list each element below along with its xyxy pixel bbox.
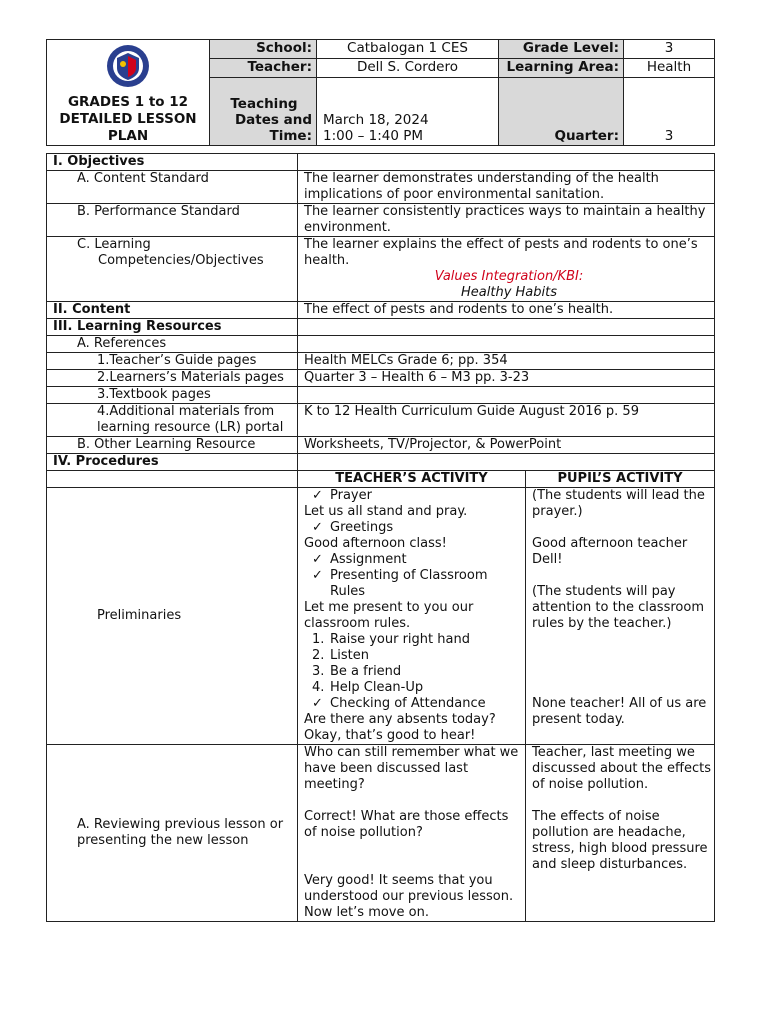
- kbi-label: Values Integration/KBI:: [434, 269, 584, 284]
- performance-standard-label: B. Performance Standard: [47, 204, 298, 237]
- objectives-heading: I. Objectives: [47, 154, 298, 171]
- grade-value: 3: [624, 40, 715, 59]
- resources-heading: III. Learning Resources: [47, 319, 298, 336]
- date-value: March 18, 2024: [323, 112, 429, 128]
- check-item-prayer: ✓ Prayer: [312, 488, 372, 503]
- performance-standard-value: The learner consistently practices ways to maintain a healthy environment.: [298, 204, 715, 237]
- reviewing-pupil: Teacher, last meeting we discussed about the effects of noise pollution. The effects of noise pollution are headache, stress, high blood pressure and sleep disturbances.: [526, 745, 715, 922]
- header-table: [46, 39, 715, 146]
- quarter-label: Quarter:: [499, 77, 624, 145]
- content-row: [47, 302, 715, 319]
- area-value: Health: [624, 58, 715, 77]
- additional-materials-row: [47, 404, 715, 437]
- lesson-plan-table: [46, 153, 715, 922]
- check-icon: ✓: [312, 696, 323, 711]
- textbook-label: 3.Textbook pages: [47, 387, 298, 404]
- teachers-guide-row: [47, 353, 715, 370]
- content-standard-label: A. Content Standard: [47, 171, 298, 204]
- learners-materials-value: Quarter 3 – Health 6 – M3 pp. 3-23: [298, 370, 715, 387]
- check-item-attendance: ✓ Checking of Attendance: [312, 696, 486, 711]
- resources-heading-row: [47, 319, 715, 336]
- preliminaries-teacher: ✓ Prayer Let us all stand and pray. ✓ Greetings Good afternoon class! ✓ Assignment ✓ Presenting of Classroom Rules Let me present to you our classroom rules. 1. Raise your right hand 2. Listen 3. Be a friend 4. Help Clean-Up ✓ Checking of Attendance Are there any absents today? Okay, that’s good to hear!: [298, 488, 526, 745]
- plan-title-line1: GRADES 1 to 12: [67, 94, 189, 110]
- teachers-guide-value: Health MELCs Grade 6; pp. 354: [298, 353, 715, 370]
- other-resource-label: B. Other Learning Resource: [47, 437, 298, 454]
- content-value: The effect of pests and rodents to one’s health.: [298, 302, 715, 319]
- dates-label: Teaching Dates and Time:: [210, 77, 317, 145]
- classroom-rules-list: [304, 632, 525, 696]
- reviewing-teacher: Who can still remember what we have been discussed last meeting? Correct! What are those effects of noise pollution? Very good! It seems that you understood our previous lesson. Now let’s move on.: [298, 745, 526, 922]
- pupil-activity-header: PUPIL’S ACTIVITY: [526, 471, 715, 488]
- content-standard-row: [47, 171, 715, 204]
- procedures-heading-row: [47, 454, 715, 471]
- check-icon: ✓: [312, 520, 323, 535]
- content-standard-value: The learner demonstrates understanding of the health implications of poor environmental sanitation.: [298, 171, 715, 204]
- grade-label: Grade Level:: [499, 40, 624, 59]
- reviewing-label: A. Reviewing previous lesson or presenting the new lesson: [47, 745, 298, 922]
- deped-seal-icon: [106, 44, 150, 88]
- competencies-label: C. Learning Competencies/Objectives: [47, 237, 298, 302]
- reviewing-row: [47, 745, 715, 922]
- objectives-heading-row: [47, 154, 715, 171]
- area-label: Learning Area:: [499, 58, 624, 77]
- check-item-greetings: ✓ Greetings: [312, 520, 394, 535]
- activity-header-row: [47, 471, 715, 488]
- rule-item: 2. Listen: [312, 648, 369, 663]
- check-item-assignment: ✓ Assignment: [312, 552, 407, 567]
- rule-item: 4. Help Clean-Up: [312, 680, 424, 695]
- references-row: [47, 336, 715, 353]
- learners-materials-row: [47, 370, 715, 387]
- additional-materials-label: 4.Additional materials from learning resource (LR) portal: [47, 404, 298, 437]
- teacher-value: Dell S. Cordero: [317, 58, 499, 77]
- procedures-heading: IV. Procedures: [47, 454, 298, 471]
- textbook-row: [47, 387, 715, 404]
- check-icon: ✓: [312, 568, 323, 583]
- learners-materials-label: 2.Learners’s Materials pages: [47, 370, 298, 387]
- rule-item: 1. Raise your right hand: [312, 632, 470, 647]
- additional-materials-value: K to 12 Health Curriculum Guide August 2016 p. 59: [298, 404, 715, 437]
- check-icon: ✓: [312, 552, 323, 567]
- preliminaries-row: [47, 488, 715, 745]
- other-resource-row: [47, 437, 715, 454]
- content-heading: II. Content: [47, 302, 298, 319]
- preliminaries-pupil: (The students will lead the prayer.) Good afternoon teacher Dell! (The students will pay attention to the classroom rules by the teacher.) None teacher! All of us are present today.: [526, 488, 715, 745]
- references-label: A. References: [47, 336, 298, 353]
- check-item-rules: ✓ Presenting of Classroom Rules: [312, 568, 488, 599]
- school-label: School:: [210, 40, 317, 59]
- plan-title-line3: PLAN: [107, 128, 149, 144]
- teachers-guide-label: 1.Teacher’s Guide pages: [47, 353, 298, 370]
- other-resource-value: Worksheets, TV/Projector, & PowerPoint: [298, 437, 715, 454]
- dates-value: [317, 77, 499, 145]
- kbi-value: Healthy Habits: [461, 285, 557, 300]
- performance-standard-row: [47, 204, 715, 237]
- teacher-label: Teacher:: [210, 58, 317, 77]
- plan-title-line2: DETAILED LESSON: [59, 111, 197, 127]
- time-value: 1:00 – 1:40 PM: [323, 128, 424, 144]
- rule-item: 3. Be a friend: [312, 664, 402, 679]
- teacher-activity-header: TEACHER’S ACTIVITY: [298, 471, 526, 488]
- competencies-value: The learner explains the effect of pests and rodents to one’s health. Values Integration/KBI: Healthy Habits: [298, 237, 715, 302]
- school-value: Catbalogan 1 CES: [317, 40, 499, 59]
- quarter-value: 3: [624, 77, 715, 145]
- header-title-cell: [47, 40, 210, 146]
- preliminaries-label: Preliminaries: [47, 488, 298, 745]
- competencies-row: [47, 237, 715, 302]
- check-icon: ✓: [312, 488, 323, 503]
